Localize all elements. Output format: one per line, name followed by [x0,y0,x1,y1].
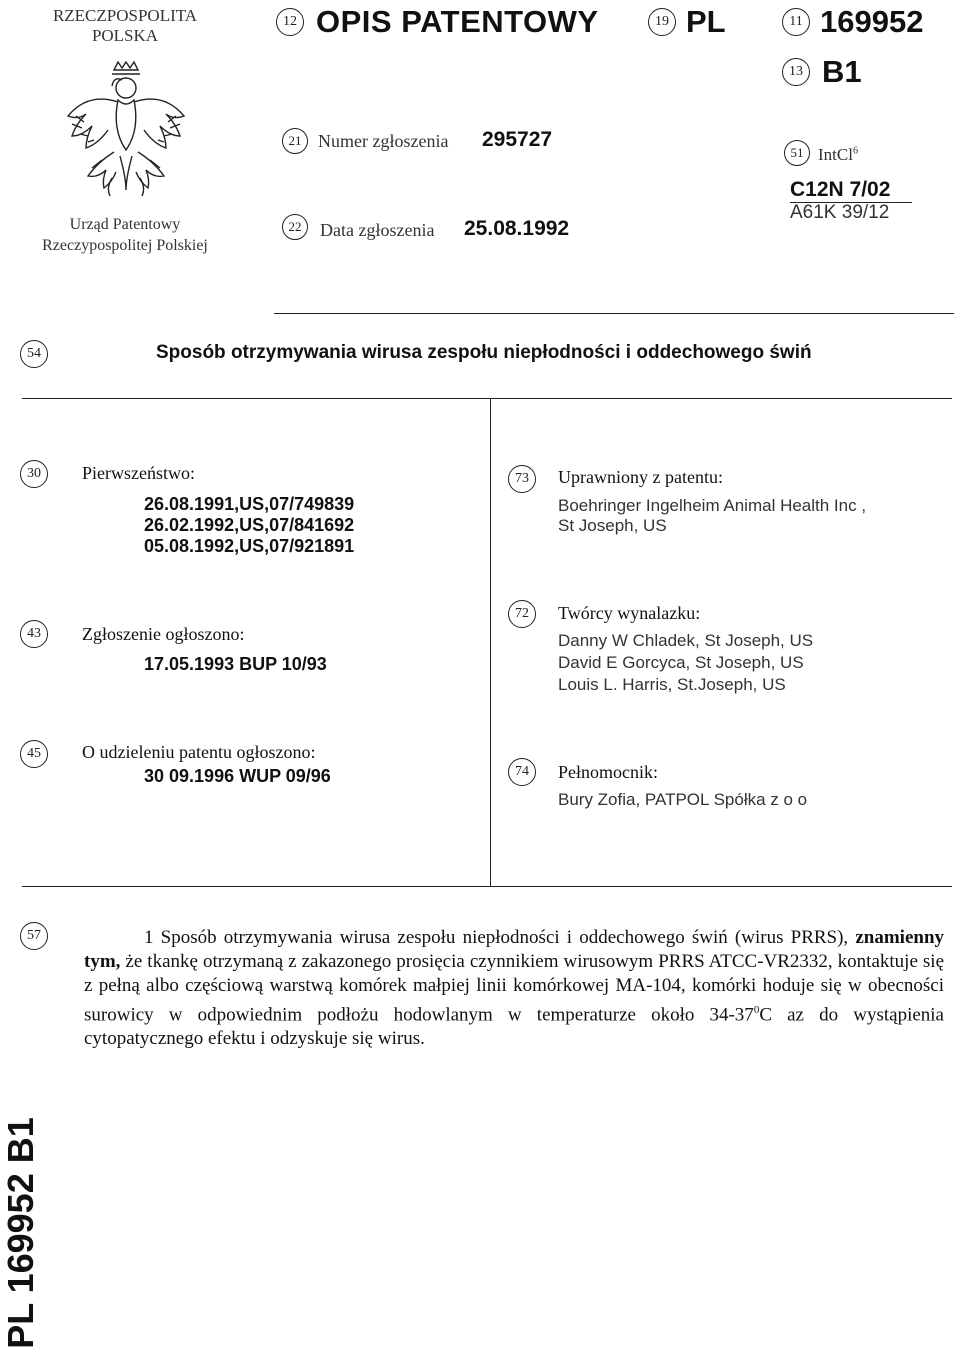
document-type: OPIS PATENTOWY [316,4,599,39]
side-label: PL 169952 B1 [0,1117,41,1349]
proprietor-line2: St Joseph, US [558,516,667,535]
code-30-icon: 30 [20,460,48,488]
code-45-icon: 45 [20,740,48,768]
code-13-icon: 13 [782,58,810,86]
code-72-icon: 72 [508,600,536,628]
eagle-emblem-icon [62,60,190,200]
attorney-label: Pełnomocnik: [558,762,658,782]
priority-list [144,494,354,557]
priority-label: Pierwszeństwo: [82,463,195,483]
code-43-icon: 43 [20,620,48,648]
patent-title: Sposób otrzymywania wirusa zespołu niepłodności i oddechowego świń [156,342,812,363]
grant-published-label: O udzieleniu patentu ogłoszono: [82,742,316,762]
code-12-icon: 12 [276,8,304,36]
ipc-label [818,145,858,165]
proprietor-label: Uprawniony z patentu: [558,467,723,487]
application-published-label: Zgłoszenie ogłoszono: [82,624,245,644]
inventors-list [558,630,813,696]
claim-number: 1 [144,927,154,948]
code-57-icon: 57 [20,922,48,950]
patent-number: 169952 [820,4,924,39]
proprietor-value [558,496,866,536]
filing-date: 25.08.1992 [464,217,570,240]
claim-text-a: Sposób otrzymywania wirusa zespołu niepłodności i oddechowego świń (wirus PRRS), [160,927,849,948]
country-name [30,6,220,46]
priority-entry-2: 26.02.1992,US,07/841692 [144,515,355,535]
application-number-label: Numer zgłoszenia [318,131,449,151]
ipc-class-2: A61K 39/12 [790,202,890,223]
application-number: 295727 [482,128,553,151]
ipc-label-text: IntCl [818,145,853,164]
attorney-value: Bury Zofia, PATPOL Spółka z o o [558,790,808,809]
ipc-class-1: C12N 7/02 [790,178,912,203]
filing-date-label: Data zgłoszenia [320,220,435,240]
code-19-icon: 19 [648,8,676,36]
country-code: PL [686,4,726,39]
inventors-label: Twórcy wynalazku: [558,603,701,623]
code-11-icon: 11 [782,8,810,36]
country-line1: RZECZPOSPOLITA [52,6,198,25]
grant-published-value: 30 09.1996 WUP 09/96 [144,766,331,786]
code-21-icon: 21 [282,128,308,154]
kind-code: B1 [822,54,862,89]
code-74-icon: 74 [508,758,536,786]
ipc-superscript: 6 [852,145,858,157]
patent-office-name [30,214,220,256]
code-54-icon: 54 [20,340,48,368]
code-22-icon: 22 [282,214,308,240]
inventor-3: Louis L. Harris, St.Joseph, US [558,675,786,694]
priority-entry-3: 05.08.1992,US,07/921891 [144,536,355,556]
inventor-1: Danny W Chladek, St Joseph, US [558,631,814,650]
claim-text [84,926,944,1051]
rule-bib-bottom [22,886,952,887]
office-line1: Urząd Patentowy [69,216,181,233]
code-73-icon: 73 [508,465,536,493]
country-line2: POLSKA [91,26,159,45]
proprietor-line1: Boehringer Ingelheim Animal Health Inc , [558,496,867,515]
inventor-2: David E Gorcyca, St Joseph, US [558,653,804,672]
code-51-icon: 51 [784,140,810,166]
priority-entry-1: 26.08.1991,US,07/749839 [144,494,355,514]
claim-characterizing: znamienny tym, [84,927,945,972]
rule-top [274,313,954,314]
application-published-value: 17.05.1993 BUP 10/93 [144,654,327,674]
office-line2: Rzeczypospolitej Polskiej [42,237,208,254]
rule-bib-top [22,398,952,399]
claim-text-b: że tkankę otrzymaną z zakazonego prosięcia czynnikiem wirusowym PRRS ATCC-VR2332, kontaktuje się z pełną albo częściową warstwą komórek małpiej linii komórkowej MA-104, komórki hoduje się w obecności surowicy w odpowiednim podłożu hodowlanym w temperaturze około 34-37 [84,951,945,1026]
claim-degree: 0 [753,1004,760,1016]
claim-text-c: C az do wystąpienia cytopatycznego efektu i odzyskuje się wirus. [84,1004,944,1050]
rule-bib-divider [490,398,491,886]
